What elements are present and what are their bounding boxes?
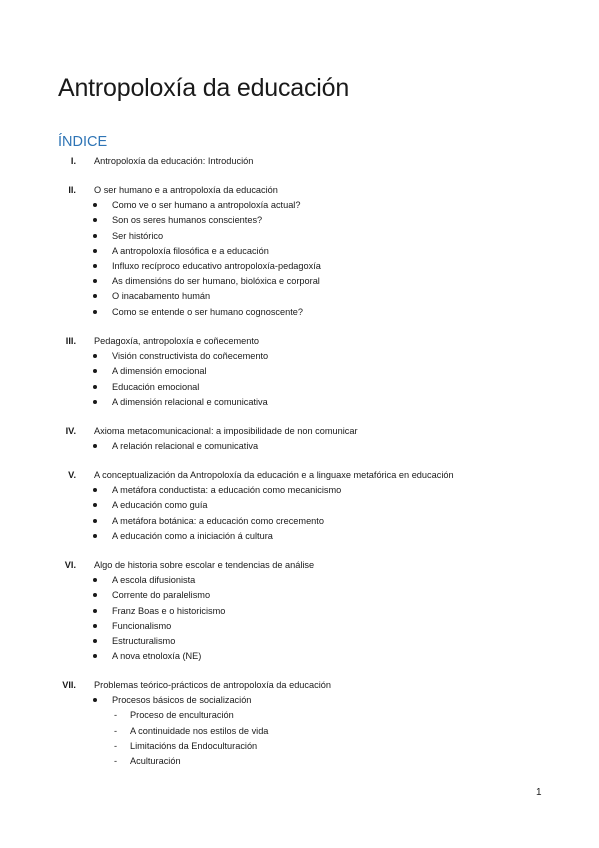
- toc-subitem[interactable]: [0, 739, 599, 753]
- toc-item[interactable]: [0, 198, 599, 212]
- bullet-icon: [93, 364, 99, 378]
- bullet-icon: [93, 274, 99, 288]
- toc-item[interactable]: [0, 588, 599, 602]
- toc-item-label: Ser histórico: [112, 230, 164, 241]
- section-numeral: I.: [70, 156, 76, 166]
- bullet-icon: [93, 229, 99, 243]
- toc-item-label: Como ve o ser humano a antropoloxía actual?: [112, 200, 301, 211]
- bullet-icon: [93, 604, 99, 618]
- toc-item[interactable]: [0, 514, 599, 528]
- toc-item-label: A escola difusionista: [112, 575, 196, 586]
- bullet-icon: [93, 483, 99, 497]
- toc-subitem-label: Limitacións da Endoculturación: [130, 740, 258, 751]
- toc-item-label: Educación emocional: [112, 381, 200, 392]
- toc-heading: ÍNDICE: [58, 134, 108, 150]
- bullet-icon: [93, 529, 99, 543]
- bullet-icon: [93, 588, 99, 602]
- toc-item-label: Son os seres humanos conscientes?: [112, 215, 263, 226]
- dash-marker: -: [114, 725, 118, 736]
- document-title: Antropoloxía da educación: [58, 74, 350, 102]
- section-numeral: IV.: [65, 426, 76, 436]
- toc-item[interactable]: [0, 619, 599, 633]
- toc-item[interactable]: [0, 349, 599, 363]
- toc-item-label: Estructuralismo: [112, 636, 176, 646]
- toc-section[interactable]: [0, 334, 599, 348]
- toc-subitem-label: Proceso de enculturación: [130, 710, 234, 721]
- section-numeral: III.: [65, 336, 76, 346]
- toc-item-label: A metáfora botánica: a educación como crecemento: [112, 515, 324, 526]
- toc-item-label: Visión constructivista do coñecemento: [112, 351, 269, 362]
- section-title: A conceptualización da Antropoloxía da educación e a linguaxe metafórica en educación: [94, 470, 454, 480]
- bullet-icon: [93, 649, 99, 663]
- toc-section[interactable]: [0, 424, 599, 438]
- bullet-icon: [93, 244, 99, 258]
- bullet-icon: [93, 395, 99, 409]
- section-title: Algo de historia sobre escolar e tendencias de análise: [94, 560, 315, 570]
- bullet-icon: [93, 573, 99, 587]
- toc-section[interactable]: [0, 558, 599, 572]
- bullet-icon: [93, 634, 99, 648]
- bullet-icon: [93, 198, 99, 212]
- toc-item-label: A educación como a iniciación á cultura: [112, 530, 273, 541]
- dash-marker: -: [114, 756, 118, 766]
- toc-item[interactable]: [0, 289, 599, 303]
- toc-item[interactable]: [0, 229, 599, 243]
- toc-item-label: A dimensión emocional: [112, 366, 207, 377]
- toc-item[interactable]: [0, 305, 599, 319]
- toc-item-label: Franz Boas e o historicismo: [112, 605, 226, 616]
- toc-item-label: Corrente do paralelismo: [112, 590, 211, 601]
- toc-item-label: As dimensións do ser humano, biolóxica e corporal: [112, 276, 320, 287]
- toc-item[interactable]: [0, 483, 599, 497]
- bullet-icon: [93, 693, 99, 707]
- toc-item-label: Influxo recíproco educativo antropoloxía-pedagoxía: [112, 261, 321, 271]
- page-number: 1: [536, 787, 542, 798]
- section-numeral: VI.: [64, 560, 76, 570]
- toc-item[interactable]: [0, 380, 599, 394]
- toc-item[interactable]: [0, 529, 599, 543]
- section-title: Axioma metacomunicacional: a imposibilidade de non comunicar: [94, 426, 358, 436]
- section-numeral: VII.: [62, 680, 76, 690]
- toc-item-label: A nova etnoloxía (NE): [112, 651, 202, 662]
- bullet-icon: [93, 259, 99, 273]
- toc-subitem[interactable]: [0, 754, 599, 768]
- toc-item[interactable]: [0, 259, 599, 273]
- section-title: Pedagoxía, antropoloxía e coñecemento: [94, 336, 259, 346]
- toc-item-label: O inacabamento humán: [112, 291, 211, 302]
- toc-item[interactable]: [0, 693, 599, 707]
- bullet-icon: [93, 619, 99, 633]
- toc-item-label: Como se entende o ser humano cognoscente?: [112, 306, 304, 317]
- toc-item[interactable]: [0, 604, 599, 618]
- toc-item[interactable]: [0, 274, 599, 288]
- toc-section[interactable]: [0, 468, 599, 482]
- toc-item[interactable]: [0, 498, 599, 512]
- bullet-icon: [93, 498, 99, 512]
- toc-subitem[interactable]: [0, 708, 599, 722]
- toc-section[interactable]: [0, 154, 599, 168]
- toc-item[interactable]: [0, 213, 599, 227]
- toc-subitem[interactable]: [0, 724, 599, 738]
- toc-item[interactable]: [0, 395, 599, 409]
- toc-item[interactable]: [0, 439, 599, 453]
- section-title: Problemas teórico-prácticos de antropoloxía da educación: [94, 680, 331, 690]
- bullet-icon: [93, 514, 99, 528]
- bullet-icon: [93, 380, 99, 394]
- toc-item-label: A educación como guía: [112, 500, 208, 511]
- toc-item[interactable]: [0, 364, 599, 378]
- bullet-icon: [93, 289, 99, 303]
- toc-item[interactable]: [0, 244, 599, 258]
- bullet-icon: [93, 305, 99, 319]
- dash-marker: -: [114, 710, 118, 721]
- toc-section[interactable]: [0, 678, 599, 692]
- toc-item-label: A metáfora conductista: a educación como mecanicismo: [112, 485, 342, 496]
- toc-section[interactable]: [0, 183, 599, 197]
- toc-item[interactable]: [0, 649, 599, 663]
- toc-item[interactable]: [0, 573, 599, 587]
- bullet-icon: [93, 213, 99, 227]
- toc-subitem-label: Aculturación: [130, 756, 181, 766]
- dash-marker: -: [114, 740, 118, 751]
- toc-subitem-label: A continuidade nos estilos de vida: [130, 725, 269, 736]
- toc-item-label: Funcionalismo: [112, 620, 172, 631]
- toc-item[interactable]: [0, 634, 599, 648]
- section-numeral: II.: [68, 185, 76, 195]
- section-title: Antropoloxía da educación: Introdución: [94, 156, 254, 166]
- section-numeral: V.: [68, 470, 76, 480]
- toc-item-label: A antropoloxía filosófica e a educación: [112, 245, 269, 256]
- bullet-icon: [93, 439, 99, 453]
- section-title: O ser humano e a antropoloxía da educación: [94, 185, 278, 195]
- bullet-icon: [93, 349, 99, 363]
- toc-item-label: Procesos básicos de socialización: [112, 695, 252, 706]
- toc-item-label: A dimensión relacional e comunicativa: [112, 396, 268, 407]
- toc-item-label: A relación relacional e comunicativa: [112, 441, 259, 452]
